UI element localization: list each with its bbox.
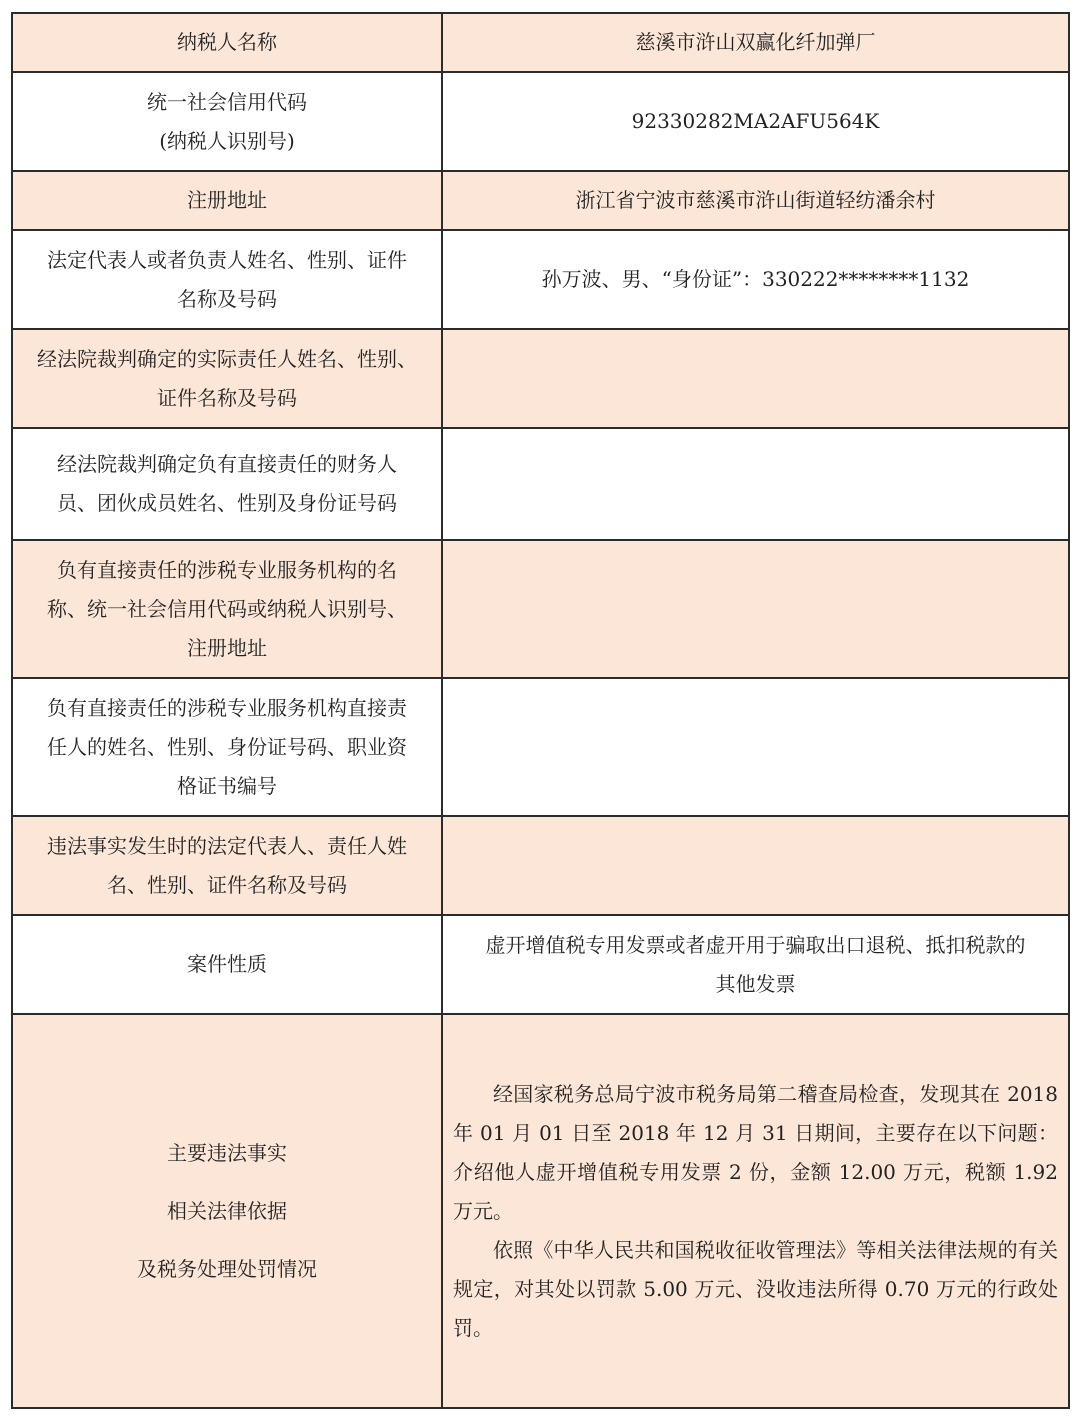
value-cell [442, 428, 1069, 540]
label-cell [12, 230, 442, 329]
row-case-nature [12, 915, 1069, 1014]
label-cell [12, 678, 442, 816]
case-nature-line: 其他发票 [715, 971, 796, 996]
value-cell [442, 13, 1069, 72]
label-line: 法定代表人或者负责人姓名、性别、证件 [47, 247, 407, 272]
label-cell [12, 428, 442, 540]
row-credit-code [12, 72, 1069, 171]
row-violation-facts [12, 1014, 1069, 1408]
value-cell [442, 678, 1069, 816]
value-cell [442, 72, 1069, 171]
label-line: 违法事实发生时的法定代表人、责任人姓 [47, 833, 407, 858]
label-line: 纳税人名称 [177, 30, 277, 54]
label-line: 称、统一社会信用代码或纳税人识别号、 [47, 596, 407, 621]
value-cell [442, 915, 1069, 1014]
taxpayer-name-value: 慈溪市浒山双赢化纤加弹厂 [635, 30, 876, 54]
penalty-paragraph: 依照《中华人民共和国税收征收管理法》等相关法律法规的有关规定，对其处以罚款 5.00 万元、没收违法所得 0.70 万元的行政处罚。 [453, 1237, 1058, 1340]
label-cell [12, 13, 442, 72]
case-nature-line: 虚开增值税专用发票或者虚开用于骗取出口退税、抵扣税款的 [485, 932, 1026, 957]
value-cell [442, 171, 1069, 230]
value-cell [442, 230, 1069, 329]
label-line: 统一社会信用代码 [147, 89, 307, 114]
label-line: 证件名称及号码 [157, 385, 297, 410]
value-cell [442, 329, 1069, 428]
label-line: (纳税人识别号) [159, 128, 295, 153]
row-violation-time-representative [12, 816, 1069, 915]
row-agency-responsible-person [12, 678, 1069, 816]
label-line: 注册地址 [187, 635, 267, 660]
label-line: 员、团伙成员姓名、性别及身份证号码 [57, 491, 397, 515]
row-taxpayer-name [12, 13, 1069, 72]
value-cell [442, 540, 1069, 678]
value-cell [442, 816, 1069, 915]
label-line: 及税务处理处罚情况 [137, 1257, 317, 1281]
row-registered-address [12, 171, 1069, 230]
row-financial-staff [12, 428, 1069, 540]
credit-code-value: 92330282MA2AFU564K [631, 109, 880, 133]
registered-address-value: 浙江省宁波市慈溪市浒山街道轻纺潘余村 [575, 188, 936, 212]
label-line: 主要违法事实 [167, 1141, 287, 1165]
label-cell [12, 540, 442, 678]
label-cell [12, 72, 442, 171]
row-legal-representative [12, 230, 1069, 329]
row-service-agency [12, 540, 1069, 678]
label-cell [12, 915, 442, 1014]
row-actual-responsible-person [12, 329, 1069, 428]
label-cell [12, 329, 442, 428]
value-cell [442, 1014, 1069, 1408]
label-line: 相关法律依据 [167, 1199, 287, 1223]
label-line: 名称及号码 [177, 286, 277, 311]
legal-representative-value: 孙万波、男、“身份证”：330222********1132 [541, 267, 970, 291]
label-line: 格证书编号 [177, 773, 277, 798]
label-line: 注册地址 [187, 188, 267, 212]
label-line: 名、性别、证件名称及号码 [107, 872, 347, 897]
label-cell [12, 1014, 442, 1408]
label-line: 经法院裁判确定负有直接责任的财务人 [57, 452, 397, 476]
tax-violation-table [11, 12, 1070, 1409]
label-cell [12, 171, 442, 230]
label-line: 案件性质 [187, 952, 267, 976]
label-line: 负有直接责任的涉税专业服务机构的名 [57, 557, 397, 582]
label-line: 负有直接责任的涉税专业服务机构直接责 [47, 695, 407, 720]
label-line: 任人的姓名、性别、身份证号码、职业资 [47, 734, 407, 759]
violation-facts-paragraph: 经国家税务总局宁波市税务局第二稽查局检查，发现其在 2018 年 01 月 01 日至 2018 年 12 月 31 日期间，主要存在以下问题：介绍他人虚开增值税专用发票 2 份，金额 12.00 万元，税额 1.92 万元。 [453, 1081, 1058, 1223]
label-line: 经法院裁判确定的实际责任人姓名、性别、 [37, 346, 417, 371]
label-cell [12, 816, 442, 915]
